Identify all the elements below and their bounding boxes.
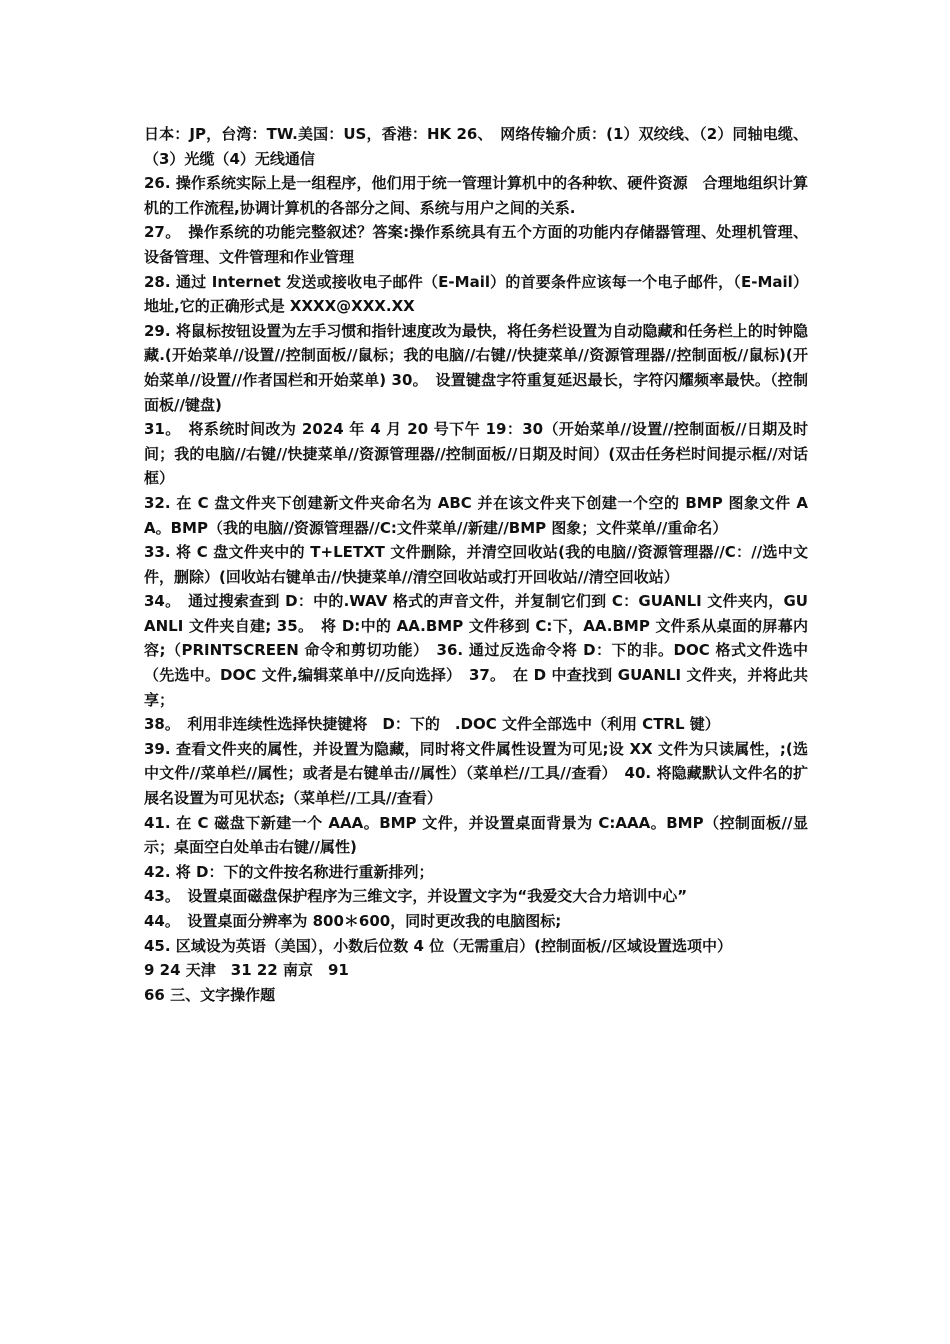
paragraph-33: 33. 将 C 盘文件夹中的 T+LETXT 文件删除，并清空回收站(我的电脑//资源管理器//C：//选中文件，删除）(回收站右键单击//快捷菜单//清空回收站或打开回收站//清空回收站） bbox=[144, 543, 808, 586]
document-body bbox=[144, 122, 808, 1007]
section-heading: 66 三、文字操作题 bbox=[144, 985, 276, 1004]
paragraph-41: 41. 在 C 磁盘下新建一个 AAA。BMP 文件，并设置桌面背景为 C:AAA。BMP（控制面板//显示；桌面空白处单击右键//属性) bbox=[144, 813, 808, 857]
paragraph-45: 45. 区域设为英语（美国），小数后位数 4 位（无需重启）(控制面板//区域设置选项中） bbox=[144, 936, 732, 955]
paragraph-numbers-cities: 9 24 天津 31 22 南京 91 bbox=[144, 961, 349, 980]
paragraph-29-30: 29. 将鼠标按钮设置为左手习惯和指针速度改为最快，将任务栏设置为自动隐藏和任务栏上的时钟隐藏.(开始菜单//设置//控制面板//鼠标；我的电脑//右键//快捷菜单//资源管理器//控制面板//鼠标)(开始菜单//设置//作者国栏和开始菜单) 30。 设置键盘字符重复延迟最长，字符闪耀频率最快。（控制面板//键盘) bbox=[144, 321, 808, 414]
paragraph-42: 42. 将 D：下的文件按名称进行重新排列； bbox=[144, 862, 434, 881]
paragraph-44: 44。 设置桌面分辨率为 800＊600，同时更改我的电脑图标; bbox=[144, 912, 562, 930]
paragraph-43: 43。 设置桌面磁盘保护程序为三维文字，并设置文字为“我爱交大合力培训中心” bbox=[144, 887, 688, 906]
paragraph-country-codes: 日本：JP，台湾：TW.美国：US，香港：HK 26、 网络传输介质：(1）双绞线、（2）同轴电缆、（3）光缆（4）无线通信 bbox=[144, 125, 808, 168]
paragraph-34-37: 34。 通过搜索查到 D：中的.WAV 格式的声音文件，并复制它们到 C：GUANLI 文件夹内，GUANLI 文件夹自建; 35。 将 D:中的 AA.BMP 文件移到 C:下，AA.BMP 文件系从桌面的屏幕内容;（PRINTSCREEN 命令和剪切功能） 36. 通过反选命令将 D：下的非。DOC 格式文件选中（先选中。DOC 文件,编辑菜单中//反向选择） 37。 在 D 中查找到 GUANLI 文件夹，并将此共享； bbox=[144, 592, 808, 709]
paragraph-32: 32. 在 C 盘文件夹下创建新文件夹命名为 ABC 并在该文件夹下创建一个空的 BMP 图象文件 AA。BMP（我的电脑//资源管理器//C:文件菜单//新建//BMP 图象；文件菜单//重命名） bbox=[144, 493, 808, 537]
paragraph-31: 31。 将系统时间改为 2024 年 4 月 20 号下午 19：30（开始菜单//设置//控制面板//日期及时间；我的电脑//右键//快捷菜单//资源管理器//控制面板//日期及时间）(双击任务栏时间提示框//对话框） bbox=[144, 420, 808, 488]
paragraph-39-40: 39. 查看文件夹的属性，并设置为隐藏，同时将文件属性设置为可见;设 XX 文件为只读属性，;(选中文件//菜单栏//属性；或者是右键单击//属性）（菜单栏//工具//查看） 40. 将隐藏默认文件名的扩展名设置为可见状态;（菜单栏//工具//查看） bbox=[144, 739, 808, 808]
paragraph-26: 26. 操作系统实际上是一组程序，他们用于统一管理计算机中的各种软、硬件资源 合理地组织计算机的工作流程,协调计算机的各部分之间、系统与用户之间的关系. bbox=[144, 174, 808, 217]
paragraph-38: 38。 利用非连续性选择快捷键将 D：下的 .DOC 文件全部选中（利用 CTRL 键） bbox=[144, 715, 720, 734]
paragraph-27: 27。 操作系统的功能完整叙述？答案:操作系统具有五个方面的功能内存储器管理、处理机管理、设备管理、文件管理和作业管理 bbox=[144, 223, 808, 266]
paragraph-28: 28. 通过 Internet 发送或接收电子邮件（E-Mail）的首要条件应该每一个电子邮件，（E-Mail）地址,它的正确形式是 XXXX@XXX.XX bbox=[144, 272, 808, 316]
